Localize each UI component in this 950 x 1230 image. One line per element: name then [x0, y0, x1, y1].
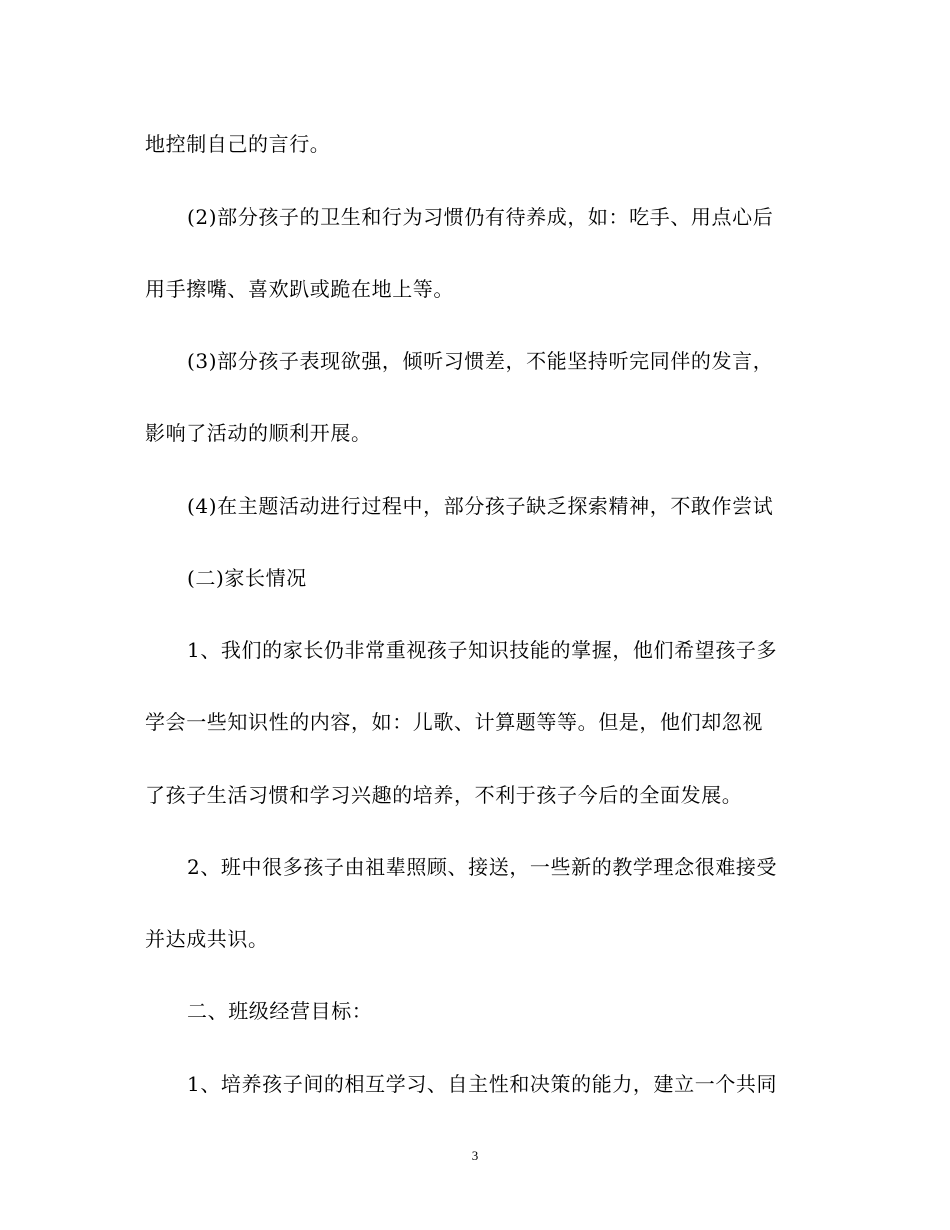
text-line: 地控制自己的言行。 [145, 132, 331, 156]
text-line: 并达成共识。 [145, 927, 269, 951]
text-line: 2、班中很多孩子由祖辈照顾、接送，一些新的教学理念很难接受 [187, 855, 778, 879]
text-line: 学会一些知识性的内容，如：儿歌、计算题等等。但是，他们却忽视 [145, 710, 763, 734]
page-number: 3 [471, 1148, 479, 1163]
text-line: 用手擦嘴、喜欢趴或跪在地上等。 [145, 277, 454, 301]
text-line: 1、培养孩子间的相互学习、自主性和决策的能力，建立一个共同 [187, 1072, 778, 1096]
text-line: (4)在主题活动进行过程中，部分孩子缺乏探索精神，不敢作尝试 [187, 494, 774, 518]
text-line: 了孩子生活习惯和学习兴趣的培养，不利于孩子今后的全面发展。 [145, 783, 743, 807]
text-line: (3)部分孩子表现欲强，倾听习惯差，不能坚持听完同伴的发言， [187, 349, 774, 373]
section-heading: (二)家长情况 [187, 566, 307, 590]
text-line: 影响了活动的顺利开展。 [145, 421, 372, 445]
text-line: 1、我们的家长仍非常重视孩子知识技能的掌握，他们希望孩子多 [187, 638, 778, 662]
text-line: (2)部分孩子的卫生和行为习惯仍有待养成，如：吃手、用点心后 [187, 205, 774, 229]
section-heading: 二、班级经营目标： [187, 999, 373, 1023]
